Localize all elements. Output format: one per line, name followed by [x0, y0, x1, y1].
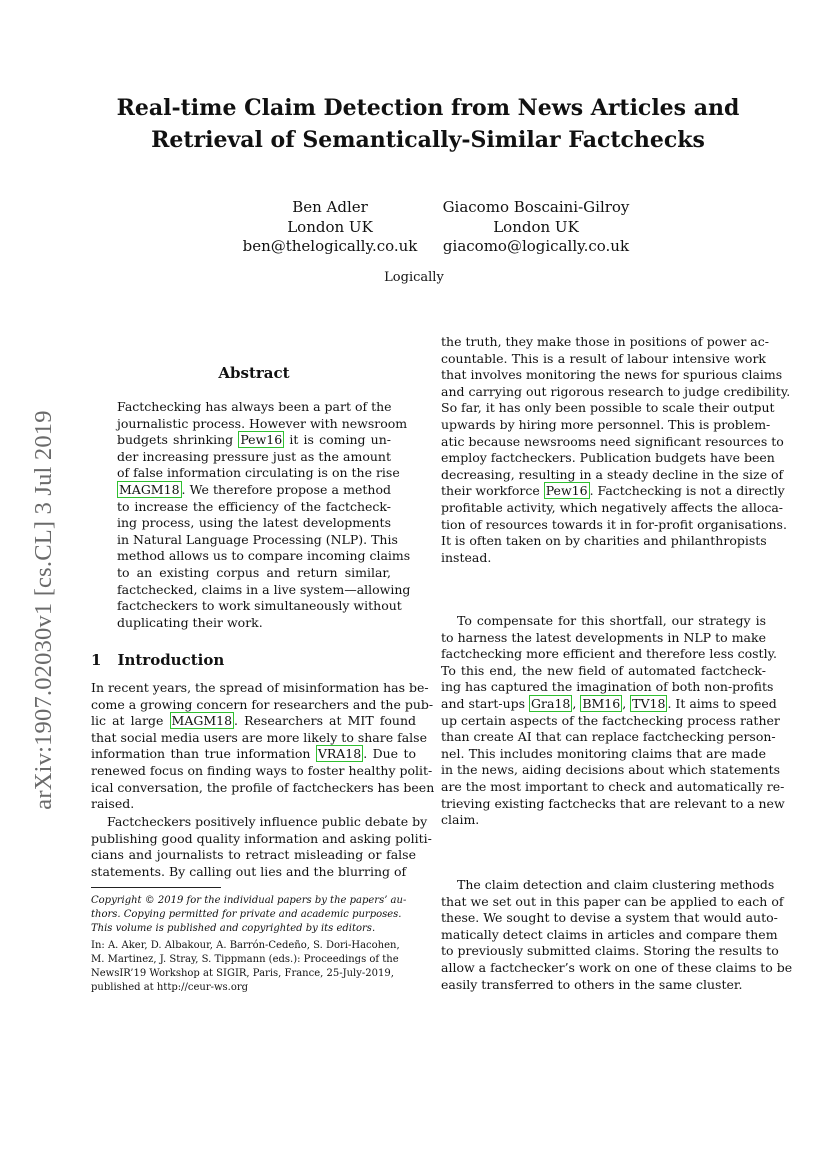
- text-segment: . Researchers at MIT found: [234, 713, 416, 729]
- intro-paragraph-2: [91, 814, 432, 880]
- text-segment: budgets shrinking: [117, 432, 239, 448]
- text-line: [117, 615, 391, 632]
- text-line: [441, 483, 785, 500]
- text-segment: nel. This includes monitoring claims that are made: [441, 745, 766, 761]
- text-line: [441, 533, 766, 550]
- text-segment: factchecking more efficient and therefore less costly.: [441, 646, 777, 662]
- text-segment: trieving existing factchecks that are relevant to a new: [441, 795, 785, 811]
- text-segment: in Natural Language Processing (NLP). This: [117, 531, 398, 547]
- text-line: [441, 926, 778, 944]
- right-paragraph-3: [441, 877, 793, 993]
- text-line: [441, 334, 769, 351]
- text-segment: Factchecking has always been a part of the: [117, 399, 392, 414]
- text-segment: allow a factchecker’s work on one of these claims to be: [441, 959, 793, 975]
- text-segment: and start-ups: [441, 695, 530, 711]
- abstract-heading: Abstract: [218, 364, 290, 382]
- text-segment: profitable activity, which negatively affects the alloca-: [441, 499, 784, 515]
- text-segment: atic because newsrooms need significant resources to: [441, 433, 784, 449]
- text-line: [441, 499, 784, 517]
- text-line: [91, 796, 416, 813]
- text-segment: the truth, they make those in positions of power ac-: [441, 334, 769, 349]
- text-segment: that social media users are more likely to share false: [91, 729, 427, 745]
- author-email: ben@thelogically.co.uk: [242, 237, 418, 255]
- text-segment: decreasing, resulting in a steady decline in the size of: [441, 466, 784, 482]
- text-segment: cians and journalists to retract misleading or false: [91, 847, 416, 863]
- text-line: [117, 565, 391, 582]
- text-segment: these. We sought to devise a system that would auto-: [441, 910, 778, 926]
- text-segment: come a growing concern for researchers and the pub-: [91, 696, 434, 712]
- footnote-line: thors. Copying permitted for private and academic purposes.: [91, 909, 402, 920]
- text-line: [117, 499, 391, 516]
- text-line: [441, 910, 778, 927]
- footnote-line: Copyright © 2019 for the individual papers by the papers’ au-: [91, 895, 407, 906]
- text-segment: to harness the latest developments in NLP to make: [441, 629, 766, 645]
- text-segment: ing has captured the imagination of both non-profits: [441, 679, 774, 695]
- footnote-line: published at http://ceur-ws.org: [91, 982, 249, 993]
- footnote-line: In: A. Aker, D. Albakour, A. Barrón-Cedeño, S. Dori-Hacohen,: [91, 940, 400, 951]
- citation-link[interactable]: Pew16: [545, 483, 588, 499]
- author-email: giacomo@logically.co.uk: [442, 237, 630, 255]
- arxiv-identifier: arXiv:1907.02030v1 [cs.CL] 3 Jul 2019: [30, 410, 57, 810]
- text-segment: up certain aspects of the factchecking process rather: [441, 712, 780, 728]
- text-segment: it is coming un-: [284, 432, 391, 448]
- text-segment: . It aims to speed: [667, 695, 777, 711]
- paper-title: [60, 92, 796, 156]
- text-segment: to an existing corpus and return similar,: [117, 564, 391, 580]
- text-segment: statements. By calling out lies and the blurring of: [91, 863, 407, 879]
- title-line: Real-time Claim Detection from News Articles and: [116, 95, 740, 121]
- text-segment: that involves monitoring the news for spurious claims: [441, 367, 783, 383]
- footnote-rule: [91, 887, 221, 888]
- author-location: London UK: [493, 217, 579, 236]
- text-segment: are the most important to check and automatically re-: [441, 778, 785, 794]
- text-line: [117, 465, 400, 482]
- citation-link[interactable]: Pew16: [240, 432, 283, 448]
- text-line: [441, 450, 775, 467]
- text-segment: journalistic process. However with newsroom: [117, 415, 408, 431]
- text-line: [441, 712, 780, 730]
- text-line: [441, 812, 766, 829]
- text-line: [117, 399, 391, 416]
- text-line: [91, 847, 416, 864]
- text-segment: easily transferred to others in the same cluster.: [441, 976, 743, 992]
- text-line: [441, 416, 771, 434]
- right-paragraph-1: [441, 334, 791, 566]
- intro-paragraph-1: [91, 680, 435, 813]
- text-segment: to increase the efficiency of the factcheck-: [117, 498, 391, 514]
- text-line: [117, 415, 408, 433]
- text-segment: instead.: [441, 549, 492, 565]
- text-line: [441, 695, 777, 713]
- text-segment: . Factchecking is not a directly: [589, 483, 785, 499]
- text-line: [91, 680, 429, 697]
- title-line: Retrieval of Semantically-Similar Factchecks: [151, 127, 705, 153]
- section-heading: [91, 651, 224, 669]
- text-segment: information than true information: [91, 746, 316, 762]
- text-line: [91, 830, 432, 848]
- text-segment: ing process, using the latest developments: [117, 515, 391, 531]
- citation-link[interactable]: TV18: [632, 695, 666, 711]
- text-line: [441, 893, 784, 911]
- text-line: [441, 613, 766, 630]
- section-number: 1: [91, 651, 102, 669]
- footnote-line: NewsIR’19 Workshop at SIGIR, Paris, France, 25-July-2019,: [91, 968, 394, 979]
- text-line: [91, 746, 416, 763]
- text-segment: and carrying out rigorous research to judge credibility.: [441, 383, 791, 399]
- text-line: [117, 581, 411, 599]
- text-segment: It is often taken on by charities and philanthropists: [441, 533, 767, 549]
- text-segment: ,: [622, 695, 631, 711]
- text-line: [441, 400, 775, 417]
- text-line: [441, 729, 776, 746]
- text-line: [117, 482, 391, 499]
- author-name: Giacomo Boscaini-Gilroy: [442, 198, 630, 216]
- text-segment: to previously submitted claims. Storing the results to: [441, 943, 779, 959]
- citation-link[interactable]: MAGM18: [171, 713, 233, 729]
- text-segment: So far, it has only been possible to scale their output: [441, 400, 775, 416]
- text-line: [441, 516, 787, 534]
- author-block: [230, 198, 430, 257]
- text-segment: duplicating their work.: [117, 614, 263, 630]
- text-segment: in the news, aiding decisions about which statements: [441, 762, 781, 778]
- text-line: [91, 762, 433, 780]
- text-line: [441, 550, 766, 567]
- text-segment: Factcheckers positively influence public debate by: [107, 814, 428, 829]
- text-line: [441, 679, 774, 696]
- text-segment: employ factcheckers. Publication budgets have been: [441, 450, 775, 466]
- text-segment: To this end, the new field of automated factcheck-: [441, 662, 766, 678]
- text-line: [91, 713, 416, 730]
- text-line: [441, 383, 791, 401]
- citation-link[interactable]: Gra18: [531, 695, 571, 711]
- text-line: [117, 531, 398, 549]
- citation-link[interactable]: VRA18: [317, 746, 362, 762]
- text-line: [441, 433, 784, 451]
- text-segment: tion of resources towards it in for-profit organisations.: [441, 516, 787, 532]
- proceedings-note: [91, 939, 416, 995]
- text-segment: . We therefore propose a method: [181, 481, 391, 497]
- text-line: [91, 696, 434, 714]
- text-line: [441, 959, 793, 977]
- text-segment: renewed focus on finding ways to foster healthy polit-: [91, 762, 433, 778]
- text-segment: upwards by hiring more personnel. This is problem-: [441, 416, 771, 432]
- text-line: [91, 864, 416, 881]
- text-line: [117, 548, 411, 565]
- copyright-note: [91, 894, 416, 936]
- text-segment: ,: [572, 695, 581, 711]
- text-segment: raised.: [91, 796, 135, 812]
- abstract-body: [117, 399, 411, 631]
- text-line: [441, 778, 785, 796]
- text-segment: The claim detection and claim clustering methods: [457, 877, 775, 892]
- footnote-line: This volume is published and copyrighted by its editors.: [91, 923, 376, 934]
- text-segment: than create AI that can replace factchecking person-: [441, 729, 776, 745]
- text-segment: their workforce: [441, 483, 544, 499]
- author-name: Ben Adler: [292, 198, 368, 216]
- text-line: [441, 663, 766, 680]
- text-line: [441, 646, 777, 663]
- text-segment: factcheckers to work simultaneously without: [117, 598, 402, 614]
- right-paragraph-2: [441, 613, 785, 829]
- text-line: [91, 779, 435, 797]
- author-location: London UK: [287, 217, 373, 236]
- text-line: [441, 977, 766, 994]
- text-segment: factchecked, claims in a live system—allowing: [117, 581, 411, 597]
- text-line: [441, 351, 766, 368]
- section-title: Introduction: [117, 651, 225, 669]
- text-segment: claim.: [441, 812, 480, 828]
- text-line: [117, 598, 402, 615]
- text-segment: countable. This is a result of labour intensive work: [441, 350, 766, 366]
- affiliation: Logically: [384, 270, 444, 285]
- citation-link[interactable]: BM16: [582, 695, 621, 711]
- text-line: [441, 877, 775, 894]
- text-segment: method allows us to compare incoming claims: [117, 548, 411, 564]
- text-line: [117, 432, 391, 449]
- text-line: [91, 729, 427, 747]
- text-segment: lic at large: [91, 713, 170, 729]
- text-line: [441, 943, 779, 960]
- text-segment: . Due to: [363, 746, 416, 762]
- text-segment: der increasing pressure just as the amount: [117, 448, 391, 464]
- text-segment: To compensate for this shortfall, our strategy is: [457, 613, 766, 628]
- text-line: [117, 515, 391, 532]
- author-block: [430, 198, 642, 257]
- text-line: [441, 466, 784, 484]
- text-line: [441, 795, 785, 813]
- text-segment: ical conversation, the profile of factcheckers has been: [91, 779, 435, 795]
- text-line: [91, 814, 428, 831]
- text-segment: publishing good quality information and asking politi-: [91, 830, 432, 846]
- text-line: [441, 367, 783, 384]
- footnote-line: M. Martinez, J. Stray, S. Tippmann (eds.): Proceedings of the: [91, 954, 399, 965]
- text-segment: of false information circulating is on the rise: [117, 465, 400, 481]
- text-line: [441, 762, 781, 779]
- citation-link[interactable]: MAGM18: [119, 481, 180, 497]
- text-line: [117, 449, 391, 466]
- text-segment: matically detect claims in articles and compare them: [441, 926, 778, 942]
- text-segment: In recent years, the spread of misinformation has be-: [91, 680, 429, 695]
- text-line: [441, 630, 766, 647]
- text-line: [441, 746, 766, 763]
- text-segment: that we set out in this paper can be applied to each of: [441, 893, 784, 909]
